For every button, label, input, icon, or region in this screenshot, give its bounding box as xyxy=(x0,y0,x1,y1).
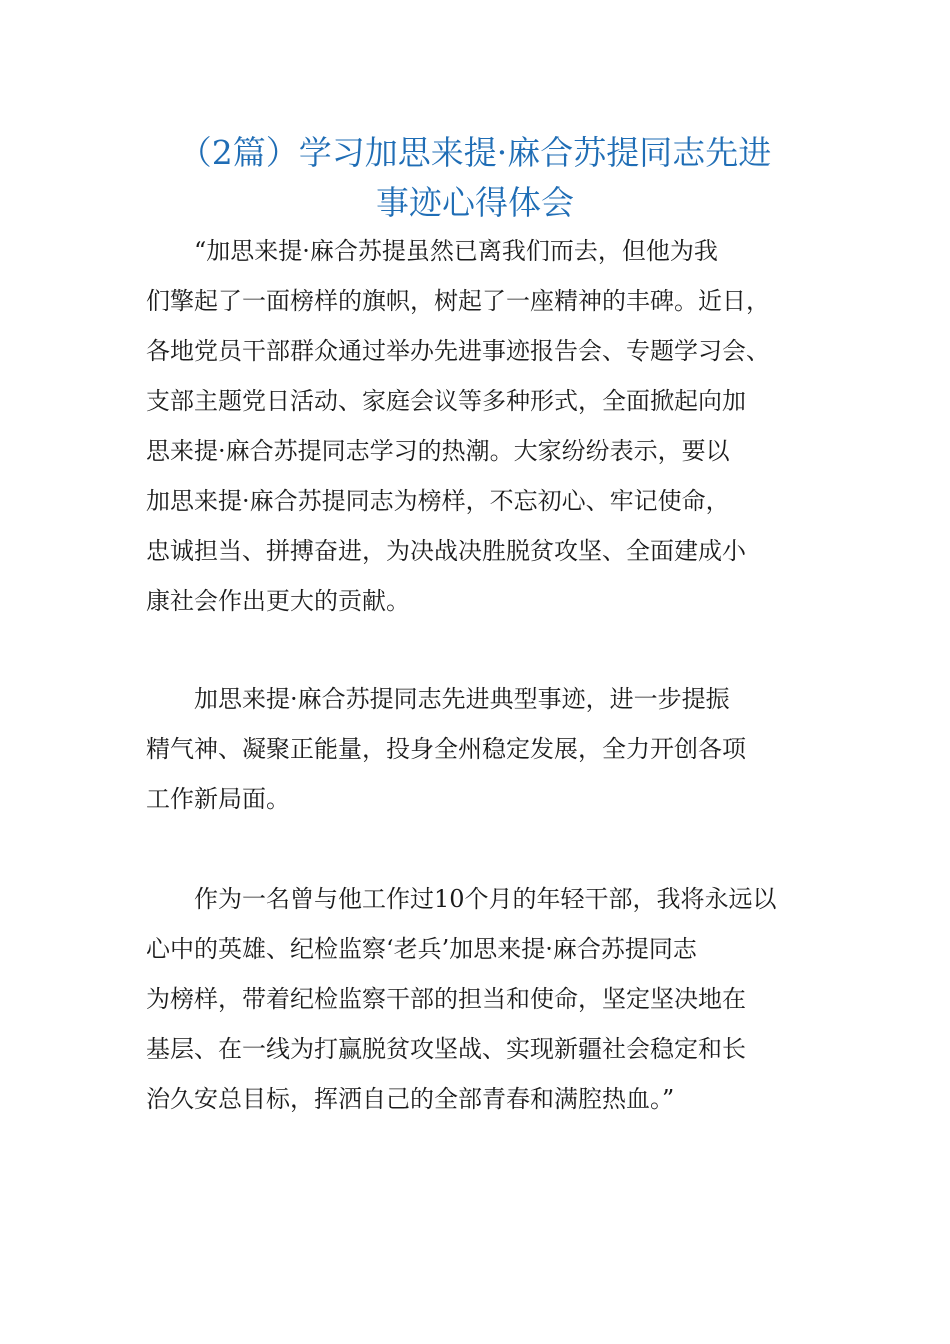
text-line: 们擎起了一面榜样的旗帜，树起了一座精神的丰碑。近日， xyxy=(146,287,770,315)
paragraph-3 xyxy=(146,874,810,1124)
title-line: （2篇）学习加思来提·麻合苏提同志先进 xyxy=(178,133,772,172)
text-line: 支部主题党日活动、家庭会议等多种形式，全面掀起向加 xyxy=(146,387,746,415)
paragraph-2 xyxy=(146,674,810,824)
text-line: 思来提·麻合苏提同志学习的热潮。大家纷纷表示，要以 xyxy=(146,437,730,465)
text-line: 为榜样，带着纪检监察干部的担当和使命，坚定坚决地在 xyxy=(146,985,746,1013)
text-line: “加思来提·麻合苏提虽然已离我们而去，但他为我 xyxy=(146,237,718,265)
text-line: 工作新局面。 xyxy=(146,785,290,813)
text-line: 各地党员干部群众通过举办先进事迹报告会、专题学习会、 xyxy=(146,337,770,365)
text-line: 治久安总目标，挥洒自己的全部青春和满腔热血。” xyxy=(146,1085,675,1113)
paragraph-1 xyxy=(146,226,810,626)
text-line: 加思来提·麻合苏提同志先进典型事迹，进一步提振 xyxy=(146,685,730,713)
document-title xyxy=(120,128,830,228)
text-line: 忠诚担当、拼搏奋进，为决战决胜脱贫攻坚、全面建成小 xyxy=(146,537,746,565)
text-line: 康社会作出更大的贡献。 xyxy=(146,587,410,615)
text-line: 加思来提·麻合苏提同志为榜样，不忘初心、牢记使命， xyxy=(146,487,730,515)
text-line: 心中的英雄、纪检监察‘老兵’加思来提·麻合苏提同志 xyxy=(146,935,697,963)
text-line: 精气神、凝聚正能量，投身全州稳定发展，全力开创各项 xyxy=(146,735,746,763)
text-line: 作为一名曾与他工作过10个月的年轻干部，我将永远以 xyxy=(146,885,777,913)
text-line: 基层、在一线为打赢脱贫攻坚战、实现新疆社会稳定和长 xyxy=(146,1035,746,1063)
title-line: 事迹心得体会 xyxy=(376,183,574,222)
